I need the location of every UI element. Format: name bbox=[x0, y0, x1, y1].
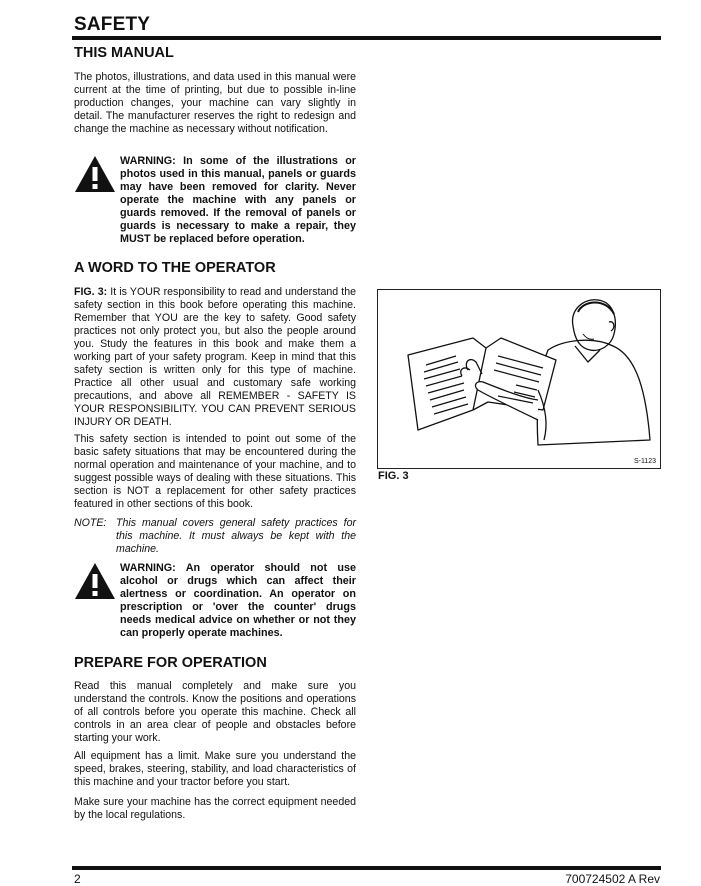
document-number: 700724502 A Rev bbox=[565, 872, 660, 886]
figure-caption: FIG. 3 bbox=[378, 470, 409, 482]
warning-panels-removed: WARNING: In some of the illustrations or photos used in this manual, panels or guards may have been removed for clarity. Never operate the machine with any panels or guards removed. If the removal of panels or guards is necessary to make a repair, they MUST be replaced before operation. bbox=[120, 155, 356, 245]
person-reading-manual-illustration bbox=[378, 290, 660, 468]
page-title: SAFETY bbox=[74, 14, 151, 35]
operator-paragraph-1 bbox=[74, 286, 356, 429]
warning-alcohol-drugs: WARNING: An operator should not use alcohol or drugs which can affect their alertness or coordination. An operator on prescription or 'over the counter' drugs needs medical advice on whether or not they can properly operate machines. bbox=[120, 562, 356, 639]
operator-paragraph-1-text: It is YOUR responsibility to read and understand the safety section in this book before operating this machine. Remember that YOU are the key to safety. Good safety practices not only protect you, but also the people around you. Study the features in this book and make them a working part of your safety program. Keep in mind that this safety section is written only for this type of machine. Practice all other usual and customary safe working precautions, and above all REMEMBER - SAFETY IS YOUR RESPONSIBILITY. YOU CAN PREVENT SERIOUS INJURY OR DEATH. bbox=[74, 286, 356, 428]
warning-triangle-icon bbox=[74, 562, 116, 600]
section-heading-prepare: PREPARE FOR OPERATION bbox=[74, 655, 267, 671]
section-heading-word-to-operator: A WORD TO THE OPERATOR bbox=[74, 260, 276, 276]
footer-rule bbox=[72, 866, 661, 870]
this-manual-paragraph: The photos, illustrations, and data used in this manual were current at the time of printing, but due to possible in-line production changes, your machine can vary slightly in detail. The manufacturer reserves the right to redesign and change the machine as necessary without notification. bbox=[74, 71, 356, 135]
prepare-paragraph-2: All equipment has a limit. Make sure you understand the speed, brakes, steering, stability, and load characteristics of this machine and your tractor before you start. bbox=[74, 750, 356, 788]
operator-paragraph-2: This safety section is intended to point out some of the basic safety situations that may be encountered during the normal operation and maintenance of your machine, and to suggest possible ways of dealing with these situations. This section is NOT a replacement for other safety practices featured in other sections of this book. bbox=[74, 433, 356, 510]
note-label: NOTE: bbox=[74, 517, 107, 529]
fig-reference-label: FIG. 3: bbox=[74, 286, 108, 298]
header-rule bbox=[72, 36, 661, 40]
section-heading-this-manual: THIS MANUAL bbox=[74, 45, 174, 61]
figure-id: S-1123 bbox=[633, 458, 656, 465]
figure-3-frame bbox=[377, 289, 661, 469]
note-text: This manual covers general safety practices for this machine. It must always be kept with the machine. bbox=[116, 517, 356, 555]
page-number: 2 bbox=[74, 872, 81, 886]
prepare-paragraph-1: Read this manual completely and make sure you understand the controls. Know the positions and operations of all controls before you operate this machine. Check all controls in an area clear of people and obstacles before starting your work. bbox=[74, 680, 356, 744]
warning-triangle-icon bbox=[74, 155, 116, 193]
prepare-paragraph-3: Make sure your machine has the correct equipment needed by the local regulations. bbox=[74, 796, 356, 821]
